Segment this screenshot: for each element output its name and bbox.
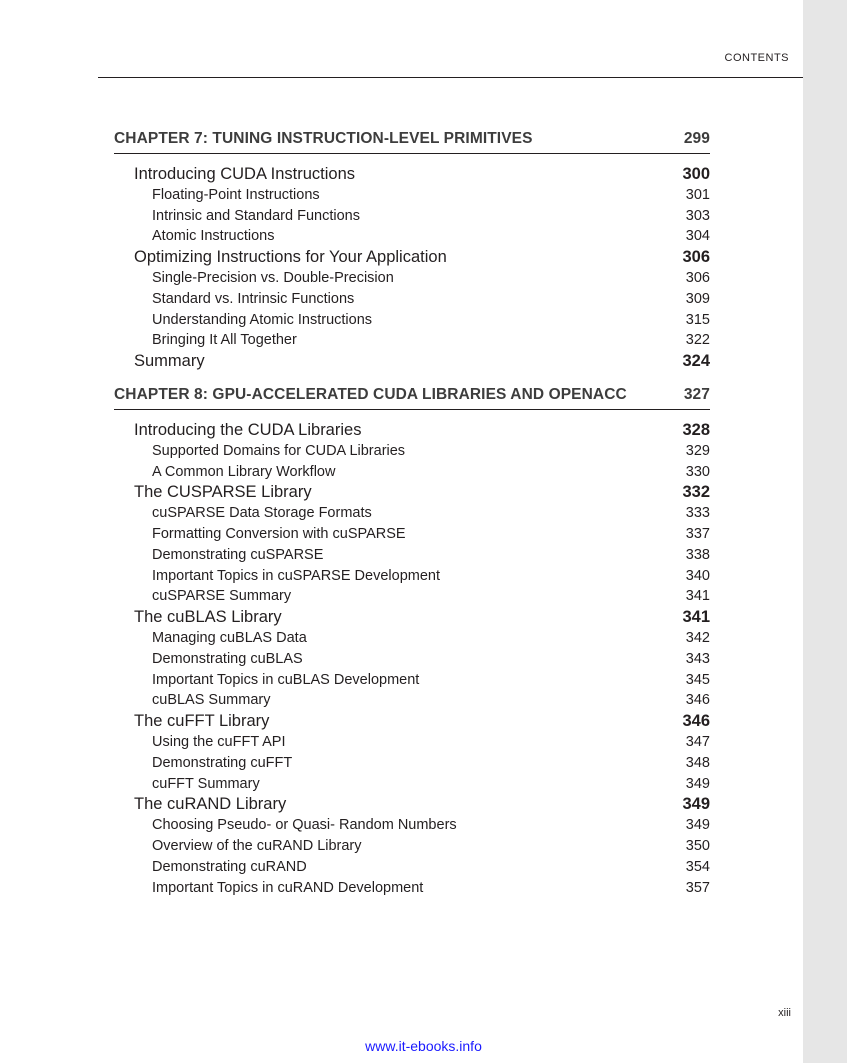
entry-page-number: 306 bbox=[682, 248, 710, 267]
entry-page-number: 341 bbox=[682, 608, 710, 627]
entry-page-number: 349 bbox=[685, 817, 710, 834]
toc-subsection-entry[interactable] bbox=[114, 185, 710, 206]
entry-title: Supported Domains for CUDA Libraries bbox=[152, 442, 406, 459]
entry-page-number: 350 bbox=[685, 837, 710, 854]
entry-page-number: 330 bbox=[685, 463, 710, 480]
toc-subsection-entry[interactable] bbox=[114, 503, 710, 524]
toc-subsection-entry[interactable] bbox=[114, 753, 710, 774]
toc-subsection-entry[interactable] bbox=[114, 836, 710, 857]
entry-title: The cuFFT Library bbox=[134, 712, 270, 731]
entry-title: cuSPARSE Summary bbox=[152, 588, 292, 605]
entry-page-number: 343 bbox=[685, 650, 710, 667]
entry-title: Optimizing Instructions for Your Application bbox=[134, 248, 447, 267]
entry-page-number: 322 bbox=[685, 332, 710, 349]
entry-title: Demonstrating cuBLAS bbox=[152, 650, 303, 667]
entry-page-number: 346 bbox=[685, 692, 710, 709]
toc-subsection-entry[interactable] bbox=[114, 649, 710, 670]
entry-page-number: 304 bbox=[685, 228, 710, 245]
toc-subsection-entry[interactable] bbox=[114, 268, 710, 289]
entry-page-number: 315 bbox=[685, 311, 710, 328]
entry-title: Standard vs. Intrinsic Functions bbox=[152, 290, 355, 307]
entry-page-number: 332 bbox=[682, 483, 710, 502]
entry-title: The cuRAND Library bbox=[134, 795, 287, 814]
entry-page-number: 346 bbox=[682, 712, 710, 731]
entry-page-number: 340 bbox=[685, 567, 710, 584]
entry-title: Managing cuBLAS Data bbox=[152, 629, 307, 646]
entry-title: Introducing the CUDA Libraries bbox=[134, 420, 362, 439]
entry-page-number: 348 bbox=[685, 754, 710, 771]
toc-subsection-entry[interactable] bbox=[114, 206, 710, 227]
chapter-spacer bbox=[114, 372, 710, 386]
toc-subsection-entry[interactable] bbox=[114, 330, 710, 351]
entry-title: Single-Precision vs. Double-Precision bbox=[152, 269, 394, 286]
entry-title: Intrinsic and Standard Functions bbox=[152, 207, 360, 224]
entry-title: Important Topics in cuSPARSE Development bbox=[152, 567, 440, 584]
entry-page-number: 357 bbox=[685, 879, 710, 896]
entry-title: cuFFT Summary bbox=[152, 775, 260, 792]
entry-page-number: 309 bbox=[685, 290, 710, 307]
toc-subsection-entry[interactable] bbox=[114, 690, 710, 711]
entry-page-number: 347 bbox=[685, 733, 710, 750]
chapter-heading[interactable] bbox=[114, 386, 710, 410]
toc-section-entry[interactable] bbox=[114, 794, 710, 815]
entry-title: A Common Library Workflow bbox=[152, 463, 336, 480]
toc-section-entry[interactable] bbox=[114, 607, 710, 628]
toc-subsection-entry[interactable] bbox=[114, 289, 710, 310]
entry-title: Atomic Instructions bbox=[152, 228, 275, 245]
entry-page-number: 328 bbox=[682, 420, 710, 439]
toc-subsection-entry[interactable] bbox=[114, 524, 710, 545]
toc-subsection-entry[interactable] bbox=[114, 732, 710, 753]
chapter-page-number: 299 bbox=[683, 130, 710, 147]
toc-subsection-entry[interactable] bbox=[114, 857, 710, 878]
toc-subsection-entry[interactable] bbox=[114, 670, 710, 691]
footer-link[interactable]: www.it-ebooks.info bbox=[365, 1038, 482, 1054]
header-rule bbox=[98, 77, 803, 78]
chapter-heading[interactable] bbox=[114, 130, 710, 154]
toc-section-entry[interactable] bbox=[114, 482, 710, 503]
toc-subsection-entry[interactable] bbox=[114, 815, 710, 836]
toc-subsection-entry[interactable] bbox=[114, 628, 710, 649]
table-of-contents bbox=[114, 130, 710, 898]
toc-subsection-entry[interactable] bbox=[114, 441, 710, 462]
entry-title: Demonstrating cuSPARSE bbox=[152, 546, 324, 563]
entry-page-number: 342 bbox=[685, 629, 710, 646]
toc-subsection-entry[interactable] bbox=[114, 310, 710, 331]
entry-title: Important Topics in cuRAND Development bbox=[152, 879, 424, 896]
entry-page-number: 337 bbox=[685, 525, 710, 542]
entry-page-number: 349 bbox=[682, 795, 710, 814]
entry-title: Formatting Conversion with cuSPARSE bbox=[152, 525, 406, 542]
entry-title: The CUSPARSE Library bbox=[134, 483, 312, 502]
entry-page-number: 345 bbox=[685, 671, 710, 688]
toc-subsection-entry[interactable] bbox=[114, 566, 710, 587]
toc-section-entry[interactable] bbox=[114, 420, 710, 441]
chapter-title: CHAPTER 7: TUNING INSTRUCTION-LEVEL PRIMITIVES bbox=[114, 130, 533, 147]
entry-title: Summary bbox=[134, 352, 205, 371]
entry-title: Understanding Atomic Instructions bbox=[152, 311, 373, 328]
entry-page-number: 301 bbox=[685, 186, 710, 203]
chapter-entries bbox=[114, 420, 710, 898]
entry-title: cuBLAS Summary bbox=[152, 692, 271, 709]
running-head: CONTENTS bbox=[724, 52, 789, 64]
entry-title: Floating-Point Instructions bbox=[152, 186, 320, 203]
toc-section-entry[interactable] bbox=[114, 164, 710, 185]
toc-subsection-entry[interactable] bbox=[114, 878, 710, 899]
chapter-page-number: 327 bbox=[683, 385, 710, 403]
entry-title: Important Topics in cuBLAS Development bbox=[152, 671, 420, 688]
entry-title: Introducing CUDA Instructions bbox=[134, 165, 356, 183]
entry-title: Using the cuFFT API bbox=[152, 733, 286, 750]
toc-subsection-entry[interactable] bbox=[114, 586, 710, 607]
entry-title: Overview of the cuRAND Library bbox=[152, 837, 362, 854]
page-margin-bar bbox=[803, 0, 847, 1063]
entry-page-number: 349 bbox=[685, 775, 710, 792]
chapter-entries bbox=[114, 164, 710, 372]
entry-page-number: 338 bbox=[685, 546, 710, 563]
entry-title: Bringing It All Together bbox=[152, 332, 297, 349]
toc-subsection-entry[interactable] bbox=[114, 462, 710, 483]
entry-page-number: 329 bbox=[685, 442, 710, 459]
entry-page-number: 354 bbox=[685, 858, 710, 875]
toc-subsection-entry[interactable] bbox=[114, 226, 710, 247]
toc-section-entry[interactable] bbox=[114, 711, 710, 732]
toc-subsection-entry[interactable] bbox=[114, 545, 710, 566]
entry-title: Demonstrating cuRAND bbox=[152, 858, 307, 875]
toc-section-entry[interactable] bbox=[114, 351, 710, 372]
entry-page-number: 306 bbox=[685, 269, 710, 286]
entry-page-number: 300 bbox=[682, 165, 710, 183]
entry-title: The cuBLAS Library bbox=[134, 608, 282, 627]
entry-page-number: 303 bbox=[685, 207, 710, 224]
chapter-title: CHAPTER 8: GPU-ACCELERATED CUDA LIBRARIES AND OPENACC bbox=[114, 385, 627, 403]
page-folio: xiii bbox=[778, 1007, 791, 1019]
toc-section-entry[interactable] bbox=[114, 247, 710, 268]
entry-page-number: 333 bbox=[685, 505, 710, 522]
entry-page-number: 341 bbox=[685, 588, 710, 605]
entry-page-number: 324 bbox=[682, 352, 710, 371]
entry-title: Demonstrating cuFFT bbox=[152, 754, 293, 771]
entry-title: cuSPARSE Data Storage Formats bbox=[152, 505, 372, 522]
toc-subsection-entry[interactable] bbox=[114, 774, 710, 795]
entry-title: Choosing Pseudo- or Quasi- Random Numbers bbox=[152, 817, 457, 834]
